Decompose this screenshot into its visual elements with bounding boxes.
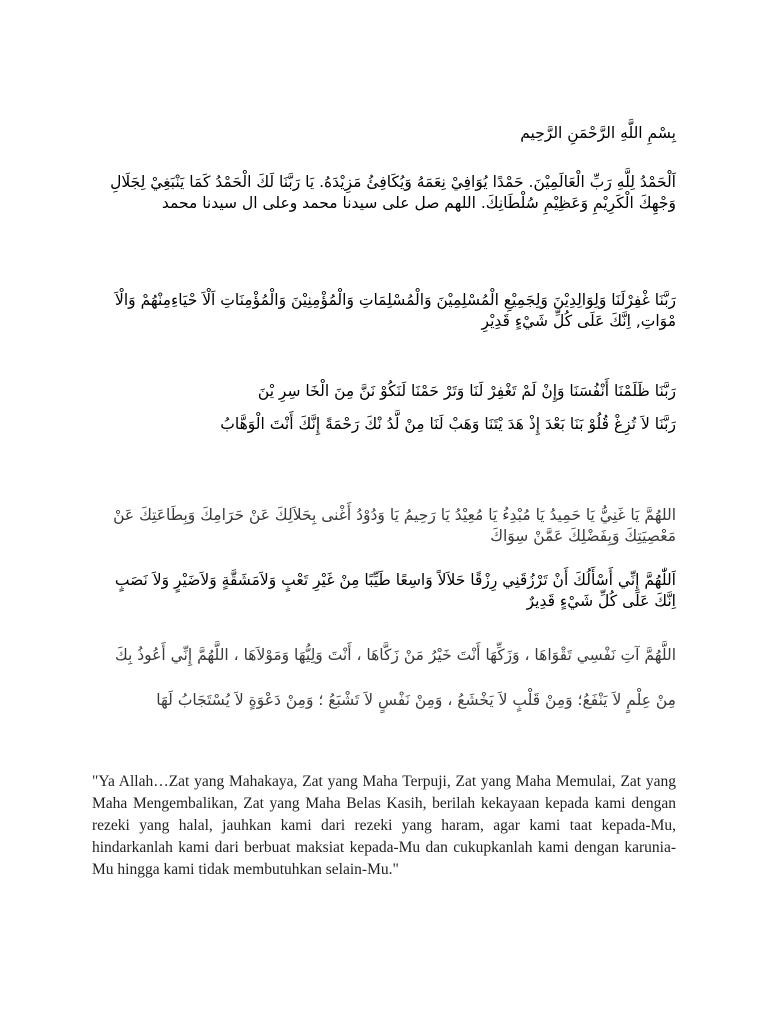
basmala: بِسْمِ اللَّهِ الرَّحْمَنِ الرَّحِيم [520,124,676,142]
document-page [92,0,676,1024]
ati-nafsi-prayer-line2: مِنْ عِلْمٍ لاَ يَنْفَعُ؛ وَمِنْ قَلْبٍ لاَ يَخْشَعُ ، وَمِنْ نَفْسٍ لاَ تَشْبَعُ ؛ وَمِنْ دَعْوَةٍ لاَ يُسْتَجَابُ لَهَا [156,691,676,709]
hamdalah-paragraph: اَلْحَمْدُ لِلَّهِ رَبِّ الْعَالَمِيْنَ. حَمْدًا يُوَافِيْ نِعَمَهُ وَيُكَافِئُ مَزِيْدَهُ. يَا رَبَّنَا لَكَ الْحَمْدُ كَمَا يَنْبَغِيْ لِجَلَالِ وَجْهِكَ الْكَرِيْمِ وَعَظِيْمِ سُلْطَانِكَ. اللهم صل على سيدنا محمد وعلى ال سيدنا محمد [110,173,676,212]
rabbana-dzolamna-prayer: رَبَّنَا ظَلَمْنَا أَنْفُسَنَا وَإِنْ لَمْ تَغْفِرْ لَنَا وَتَرْ حَمْنَا لَنَكُوْ نَنَّ مِنَ الْخَا سِرِ يْنَ [257,382,676,400]
rizqan-halalan-prayer: اَللّٰهُمَّ إِنِّي أَسْأَلُكَ أَنْ تَرْزُقَنِي رِزْقًا حَلاَلاً وَاسِعًا طَيِّبًا مِنْ غَيْرِ تَعْبٍ وَلاَمَشَقَّةٍ وَلاَضَيْرٍ وَلاَ نَصَبٍ اِنَّكَ عَلَى كُلِّ شَيْءٍ قَدِيرٌ [114,571,676,610]
indonesian-translation: "Ya Allah…Zat yang Mahakaya, Zat yang Maha Terpuji, Zat yang Maha Memulai, Zat yang Maha Mengembalikan, Zat yang Maha Belas Kasih, berilah kekayaan kepada kami dengan rezeki yang halal, jauhkan kami dari rezeki yang haram, agar kami taat kepada-Mu, hindarkanlah kami dari berbuat maksiat kepada-Mu dan cukupkanlah kami dengan karunia-Mu hingga kami tidak membutuhkan selain-Mu." [92,773,676,878]
ya-ghaniyyu-prayer: اللهُمَّ يَا غَنِيُّ يَا حَمِيدُ يَا مُبْدِءُ يَا مُعِيْدُ يَا رَحِيمُ يَا وَدُوْدُ أَغْنى بِحَلاَلِكَ عَنْ حَرَامِكَ وَبِطَاعَتِكَ عَنْ مَعْصِيَتِكَ وَبِفَضْلِكَ عَمَّنْ سِوَاكَ [113,506,676,545]
forgiveness-prayer: رَبَّنَا غْفِرْلَنَا وَلِوَالِدِيْنَ وَلِجَمِيْعِ الْمُسْلِمِيْنَ وَالْمُسْلِمَاتِ وَالْمُؤْمِنِيْنَ وَالْمُؤْمِنَاتِ اَلْاَ حْيَاءِمِنْهُمْ وَالْاَ مْوَاتِ, اِنَّكَ عَلَى كُلِّ شَيْءٍ قَدِيْرِ [115,291,676,330]
rabbana-la-tuzigh-prayer: رَبَّنَا لاَ تُزِغْ قُلُوْ بَنَا بَعْدَ إِذْ هَدَ يْتَنَا وَهَبْ لَنَا مِنْ لَّدُ نْكَ رَحْمَةً إِنَّكَ أَنْتَ الْوَهَّابُ [220,415,676,433]
ati-nafsi-prayer-line1: اللَّهُمَّ آتِ نَفْسِي تَقْوَاهَا ، وَزَكِّهَا أَنْتَ خَيْرُ مَنْ زَكَّاهَا ، أَنْتَ وَلِيُّهَا وَمَوْلاَهَا ، اللَّهُمَّ إِنِّي أَعُوذُ بِكَ [114,646,676,664]
